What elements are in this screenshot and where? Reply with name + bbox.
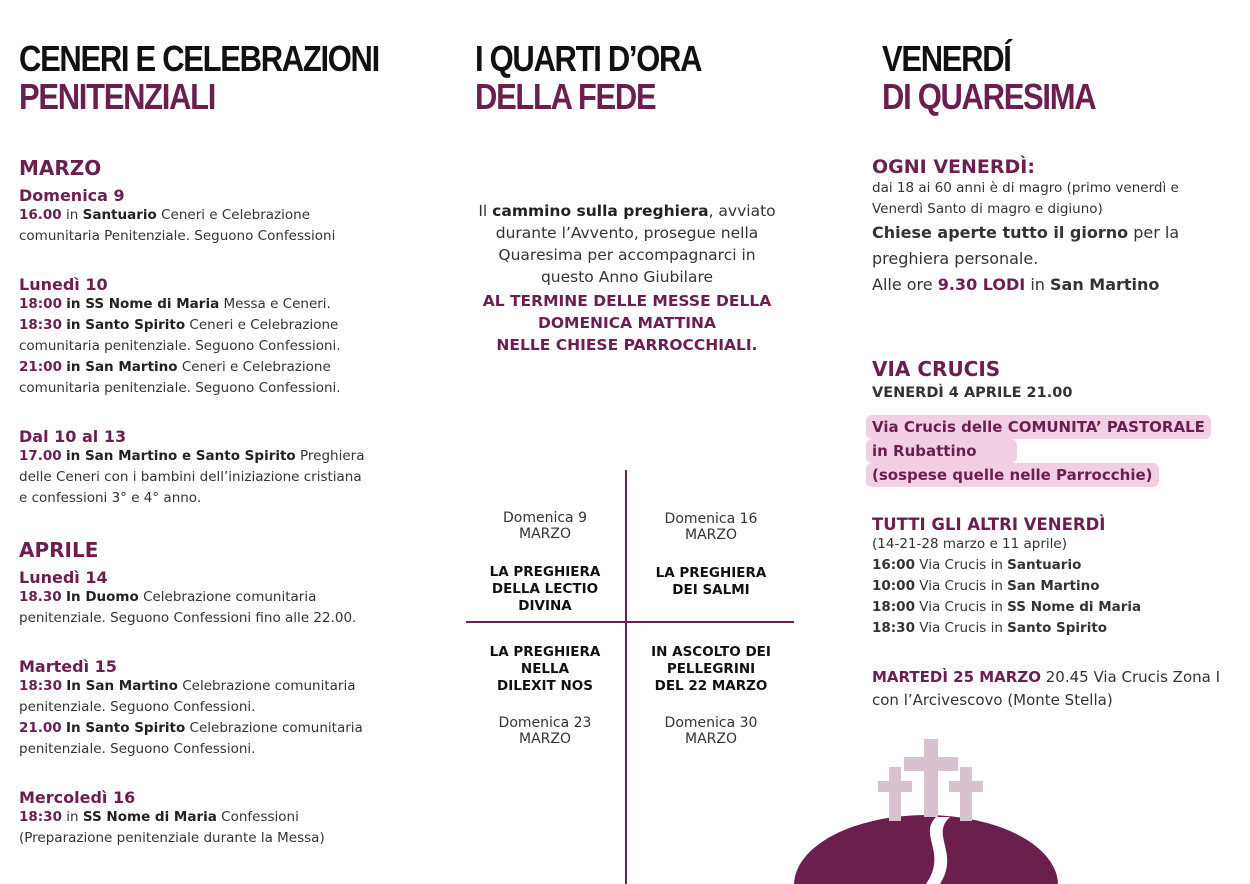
via-crucis-block: VIA CRUCIS VENERDÌ 4 APRILE 21.00: [872, 357, 1073, 401]
vc-row: 18:30 Via Crucis in Santo Spirito: [872, 620, 1108, 636]
grid-vertical-divider: [625, 470, 627, 884]
tutti-venerdi-block: TUTTI GLI ALTRI VENERDÌ (14-21-28 marzo e 11 aprile) 16:00 Via Crucis in Santuario 10:00 Via Crucis in San Martino 18:00 Via Crucis in SS Nome di Maria 18:30 Via Crucis in Santo Spirito: [872, 515, 1141, 639]
prayer-cell-1: Domenica 9 MARZO LA PREGHIERA DELLA LECTIO DIVINA: [489, 510, 601, 614]
month-marzo: MARZO: [19, 156, 102, 180]
col3-title-line1: VENERDÍ: [882, 38, 1011, 79]
col1-title-line2: PENITENZIALI: [19, 76, 216, 117]
col3-title: [882, 40, 1130, 116]
grid-horizontal-divider: [466, 621, 794, 623]
intro-text: Il cammino sulla preghiera, avviato durante l’Avvento, prosegue nella Quaresima per accompagnarci in questo Anno Giubilare: [478, 202, 776, 286]
ogni-venerdi-block: OGNI VENERDÌ: dai 18 ai 60 anni è di magro (primo venerdì e Venerdì Santo di magro e digiuno) Chiese aperte tutto il giorno per la preghiera personale. Alle ore 9.30 LODI in San Martino: [872, 156, 1180, 294]
event-martedi-15: Martedì 15 18:30 In San Martino Celebrazione comunitaria penitenziale. Seguono Confessioni. 21.00 In Santo Spirito Celebrazione comunitaria penitenziale. Seguono Confessioni.: [19, 657, 363, 757]
vc-row: 16:00 Via Crucis in Santuario: [872, 557, 1082, 573]
pastorale-highlight: Via Crucis delle COMUNITA’ PASTORALE in Rubattino (sospese quelle nelle Parrocchie): [866, 415, 1211, 487]
vc-row: 18:00 Via Crucis in SS Nome di Maria: [872, 599, 1142, 615]
month-aprile: APRILE: [19, 538, 99, 562]
prayer-cell-2: Domenica 16 MARZO LA PREGHIERA DEI SALMI: [655, 511, 767, 598]
martedi-25-block: MARTEDÌ 25 MARZO 20.45 Via Crucis Zona I con l’Arcivescovo (Monte Stella): [872, 668, 1221, 709]
event-mercoledi-16: Mercoledì 16 18:30 in SS Nome di Maria Confessioni (Preparazione penitenziale durante la Messa): [19, 788, 325, 846]
event-domenica-9: Domenica 9 16.00 in Santuario Ceneri e Celebrazione comunitaria Penitenziale. Seguono Confessioni: [19, 186, 336, 244]
event-lunedi-14: Lunedì 14 18.30 In Duomo Celebrazione comunitaria penitenziale. Seguono Confessioni fino alle 22.00.: [19, 568, 357, 626]
intro-highlight: AL TERMINE DELLE MESSE DELLA DOMENICA MATTINA NELLE CHIESE PARROCCHIALI.: [482, 292, 772, 354]
col3-title-line2: DI QUARESIMA: [882, 76, 1096, 117]
col1-title-line1: CENERI E CELEBRAZIONI: [19, 38, 379, 79]
event-lunedi-10: Lunedì 10 18:00 in SS Nome di Maria Messa e Ceneri. 18:30 in Santo Spirito Ceneri e Celebrazione comunitaria penitenziale. Seguono Confessioni. 21:00 in San Martino Ceneri e Celebrazione comunitaria penitenziale. Seguono Confessioni.: [19, 275, 341, 396]
prayer-cell-4: IN ASCOLTO DEI PELLEGRINI DEL 22 MARZO Domenica 30 MARZO: [651, 644, 771, 747]
vc-row: 10:00 Via Crucis in San Martino: [872, 578, 1100, 594]
prayer-cell-3: LA PREGHIERA NELLA DILEXIT NOS Domenica 23 MARZO: [489, 644, 601, 747]
event-dal-10-al-13: Dal 10 al 13 17.00 in San Martino e Santo Spirito Preghiera delle Ceneri con i bambini dell’iniziazione cristiana e confessioni 3° e 4° anno.: [19, 427, 365, 506]
col1-title: [19, 40, 438, 116]
col2-title-line1: I QUARTI D’ORA: [475, 38, 702, 79]
col2-title-line2: DELLA FEDE: [475, 76, 656, 117]
three-crosses-on-hill-icon: [790, 735, 1060, 884]
col2-title: [475, 40, 738, 116]
